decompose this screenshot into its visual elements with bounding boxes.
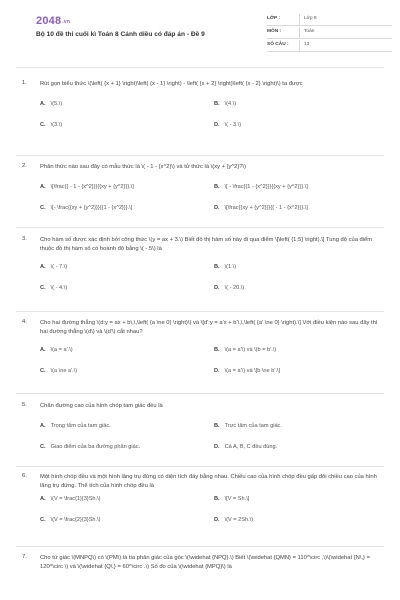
divider xyxy=(16,466,384,467)
option-letter: D. xyxy=(214,204,220,211)
option-letter: D. xyxy=(214,443,220,450)
option-text: \(1.\) xyxy=(224,263,237,270)
question-3 xyxy=(22,236,378,292)
option-b[interactable] xyxy=(214,101,236,109)
option-b[interactable] xyxy=(214,496,249,504)
option-letter: D. xyxy=(214,121,220,128)
option-a[interactable] xyxy=(40,184,134,192)
option-text: Trọng tâm của tam giác. xyxy=(50,422,111,429)
option-b[interactable] xyxy=(214,264,236,272)
option-text: \(V = 2Sh.\) xyxy=(224,516,254,523)
option-letter: B. xyxy=(214,346,220,353)
option-text: \(a = a'.\) xyxy=(50,346,73,353)
option-letter: C. xyxy=(40,121,46,128)
question-text: Rút gọn biểu thức \(\left( {x + 1} \right)\left( {x - 1} \right) - \left( {x + 2} \right)\left( {x - 2} \right)\) ta được xyxy=(40,81,303,87)
option-text: \( - 3.\) xyxy=(224,121,242,128)
option-d[interactable] xyxy=(214,368,280,376)
option-text: \(V = \frac{1}{3}Sh.\) xyxy=(50,495,101,502)
option-c[interactable] xyxy=(40,368,77,376)
question-text: Cho hàm số được xác định bởi công thức \(y = ax + 3.\) Biết đồ thị hàm số này đi qua điểm \[\left( {1;5} \right).\] Tung độ của điểm thuộc đồ thị hàm số có hoành độ bằng \( - 5\) là xyxy=(40,237,373,252)
meta-value: 13 xyxy=(304,41,310,47)
meta-grade xyxy=(267,13,392,26)
option-letter: B. xyxy=(214,495,220,502)
option-d[interactable] xyxy=(214,444,277,452)
divider xyxy=(16,393,384,394)
option-text: Giao điểm của ba đường phân giác. xyxy=(50,443,141,450)
options xyxy=(40,172,378,210)
options xyxy=(40,411,378,449)
option-a[interactable] xyxy=(40,264,67,272)
question-5 xyxy=(22,402,378,449)
option-letter: C. xyxy=(40,367,46,374)
option-text: \( - 20.\) xyxy=(224,284,245,291)
option-text: \[\frac{{xy + {y^2}}}{{ - 1 - {x^2}}}.\] xyxy=(224,204,308,211)
question-1 xyxy=(22,80,378,127)
option-letter: A. xyxy=(40,183,46,190)
option-letter: B. xyxy=(214,422,220,429)
divider xyxy=(16,311,384,312)
page-title: Bộ 10 đề thi cuối kì Toán 8 Cánh diều có đáp án - Đề 9 xyxy=(36,31,205,38)
option-letter: D. xyxy=(214,367,220,374)
option-a[interactable] xyxy=(40,347,73,355)
meta-label: LỚP : xyxy=(267,15,281,21)
question-text: Một hình chóp đều và một hình lăng trụ đứng có diện tích đáy bằng nhau. Chiều cao của hình chóp đều gấp đôi chiều cao của hình lăng trụ đứng. Thể tích của hình chóp đều là xyxy=(40,474,377,489)
option-d[interactable] xyxy=(214,285,244,293)
option-d[interactable] xyxy=(214,205,308,213)
meta-value: Lớp 8 xyxy=(304,15,317,21)
options xyxy=(40,491,378,529)
option-letter: B. xyxy=(214,183,220,190)
option-c[interactable] xyxy=(40,444,140,452)
option-text: \[- \frac{{xy + {y^2}}}{{1 - {x^2}}}.\] xyxy=(50,204,133,211)
header xyxy=(16,0,384,60)
options xyxy=(40,89,378,127)
option-letter: C. xyxy=(40,443,46,450)
meta-value: Toán xyxy=(304,28,315,34)
option-c[interactable] xyxy=(40,205,132,213)
question-text: Phân thức nào sau đây có mẫu thức là \( - 1 - {x^2}\) và tử thức là \(xy + {y^2}?\) xyxy=(40,164,247,170)
option-d[interactable] xyxy=(214,122,241,130)
option-c[interactable] xyxy=(40,122,62,130)
option-letter: A. xyxy=(40,263,46,270)
question-text: Chân đường cao của hình chóp tam giác đều là xyxy=(40,403,163,409)
question-text: Cho hai đường thẳng \(d:y = ax + b\,\,\left( {a \ne 0} \right)\) và \[d':y = a'x + b'\,\,\left( {a' \ne 0} \right).\] Với điều kiện nào sau đây thì hai đường thẳng \(d\) và \(d'\) cắt nhau? xyxy=(40,320,378,335)
option-text: \[ - \frac{{1 - {x^2}}}{{xy + {y^2}}}.\] xyxy=(224,183,308,190)
divider xyxy=(16,155,384,156)
option-a[interactable] xyxy=(40,496,101,504)
logo-main: 2048 xyxy=(36,15,62,27)
option-a[interactable] xyxy=(40,101,62,109)
option-a[interactable] xyxy=(40,423,111,431)
question-4 xyxy=(22,319,378,375)
meta-separator xyxy=(299,27,300,38)
option-text: Trực tâm của tam giác. xyxy=(224,422,282,429)
question-text: Cho tứ giác \(MNPQ\) có \(PM\) là tia phân giác của góc \(\widehat {NPQ}.\) Biết \(\widehat {QMN} = 110^\circ ,\)\(\widehat {N\,} = 120^\circ \) và \(\widehat {Q\,} = 60^\circ .\) Số đo của \(\widehat {MPQ}\) là xyxy=(40,555,370,570)
option-letter: B. xyxy=(214,100,220,107)
divider xyxy=(16,546,384,547)
option-letter: A. xyxy=(40,495,46,502)
option-text: \(a = a'\) và \[b \ne b'.\] xyxy=(224,367,281,374)
option-text: Cả A, B, C đều đúng. xyxy=(224,443,278,450)
question-number: 4. xyxy=(22,319,27,325)
option-text: \[\frac{{ - 1 - {x^2}}}{{xy + {y^2}}}.\] xyxy=(50,183,134,190)
option-b[interactable] xyxy=(214,423,282,431)
question-number: 2. xyxy=(22,163,27,169)
option-letter: A. xyxy=(40,422,46,429)
options xyxy=(40,254,378,292)
logo-suffix: .vn xyxy=(62,19,71,25)
question-number: 5. xyxy=(22,402,27,408)
option-letter: C. xyxy=(40,204,46,211)
option-letter: D. xyxy=(214,284,220,291)
option-letter: A. xyxy=(40,346,46,353)
meta-label: SỐ CÂU : xyxy=(267,41,289,47)
option-letter: C. xyxy=(40,516,46,523)
option-b[interactable] xyxy=(214,347,276,355)
meta-label: MÔN : xyxy=(267,28,282,34)
option-text: \(a \ne a'.\) xyxy=(50,367,78,374)
question-7 xyxy=(22,554,378,572)
option-text: \(V = \frac{2}{3}Sh.\) xyxy=(50,516,101,523)
option-text: \(5.\) xyxy=(50,100,63,107)
option-text: \(3.\) xyxy=(50,121,63,128)
divider xyxy=(16,227,384,228)
option-text: \(4.\) xyxy=(224,100,237,107)
exam-meta xyxy=(267,13,392,52)
question-number: 7. xyxy=(22,554,27,560)
question-number: 6. xyxy=(22,473,27,479)
meta-question-count xyxy=(267,39,392,52)
option-text: \( - 4.\) xyxy=(50,284,68,291)
meta-separator xyxy=(299,40,300,51)
option-c[interactable] xyxy=(40,517,101,525)
question-6 xyxy=(22,473,378,529)
question-number: 3. xyxy=(22,236,27,242)
option-d[interactable] xyxy=(214,517,253,525)
divider xyxy=(16,67,384,68)
question-number: 1. xyxy=(22,80,27,86)
option-letter: A. xyxy=(40,100,46,107)
option-b[interactable] xyxy=(214,184,308,192)
meta-subject xyxy=(267,26,392,39)
option-c[interactable] xyxy=(40,285,67,293)
question-2 xyxy=(22,163,378,210)
option-letter: B. xyxy=(214,263,220,270)
option-letter: D. xyxy=(214,516,220,523)
option-letter: C. xyxy=(40,284,46,291)
site-logo[interactable] xyxy=(36,14,70,29)
meta-separator xyxy=(299,14,300,25)
option-text: \(a = a'\) và \(b = b'.\) xyxy=(224,346,277,353)
options xyxy=(40,337,378,375)
option-text: \( - 7.\) xyxy=(50,263,68,270)
option-text: \[V = Sh.\] xyxy=(224,495,250,502)
